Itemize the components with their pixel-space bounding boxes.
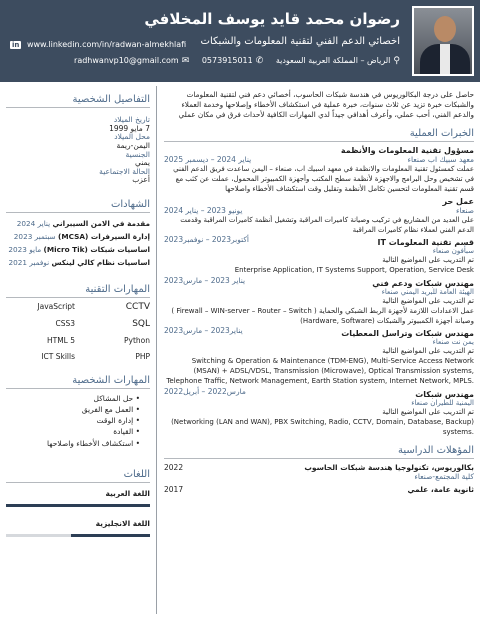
certificate-list — [6, 217, 150, 270]
languages-heading: اللغات — [123, 468, 150, 480]
personal-details: تاريخ الميلاد 7 مايو 1999 محل الميلاد اليمن-ريمة الجنسية يمني الحالة الاجتماعية أعزب — [99, 115, 150, 185]
language-name: اللغة العربية — [105, 488, 150, 498]
candidate-name: رضوان محمد قايد يوسف المخلافي — [144, 10, 400, 28]
divider — [6, 297, 150, 298]
job-entry: عمل حر صنعاء يونيو 2023 – يناير 2024 على العديد من المشاريع في تركيب وصيانة كاميرات المراقبة وتشغيل أنظمة كاميرات المراقبة وقدمت الدعم الفني لعملاء نظام كاميرات المراقبة — [164, 196, 474, 235]
main-column — [164, 90, 474, 494]
skill-item: SQL — [132, 318, 150, 329]
soft-skills-heading: المهارات الشخصية — [72, 374, 150, 386]
divider — [164, 458, 474, 459]
language-level-bar — [6, 534, 150, 537]
education-heading: المؤهلات الدراسية — [397, 444, 474, 456]
job-entry: مسؤول تقنية المعلومات والأنظمة معهد سبيك اب صنعاء يناير 2024 – ديسمبر 2025 عملت كمسئول تقنية المعلومات والانظمة في معهد اسبيك اب، صنعاء – اليمن ساعدت فريق الدعم الفني في تشخيص وحل البرامج والاجهزة لأنظمة سطح المكتب وأجهزة الكمبيوتر المحمول، عملت عن كثب مع قسم تقنية المعلومات لتحسين تكامل الأنظمة وتقليل وقت استكشاف الأخطاء واصلاحها — [164, 145, 474, 193]
certificate-item: اساسيات شبكات (Micro Tik) مايو 2023 — [8, 245, 150, 255]
skill-item: JavaScript — [37, 301, 75, 311]
soft-skills-list — [6, 393, 150, 449]
contact-row — [0, 56, 400, 66]
job-entry: مهندس شبكات مارس2022 – أبريل2022 اليمنية للطيران صنعاء تم التدريب على المواضيع التالية (Networking (LAN and WAN), PBX Switching, Radio, CCTV, Domain, Database, Backup) systems. — [164, 386, 474, 436]
linkedin-link[interactable] — [10, 40, 186, 49]
education-school: كلية المجتمع-صنعاء — [414, 471, 474, 481]
tech-skills-heading: المهارات التقنية — [85, 283, 150, 295]
soft-skill-item: • إدارة الوقت — [6, 415, 140, 426]
divider — [164, 141, 474, 142]
skill-item: CSS3 — [55, 318, 75, 328]
soft-skill-item: • حل المشاكل — [6, 393, 140, 404]
email[interactable]: ✉radhwanvp10@gmail.com — [74, 56, 190, 66]
column-divider — [156, 86, 157, 614]
certificate-item: اساسيات نظام كالي لينكس نوفمبر 2021 — [8, 258, 150, 268]
job-entry: مهندس شبكات ودعم فني يناير 2023 – مارس2023 الهيئة العامة للبريد اليمني صنعاء تم التدريب على المواضيع التالية عمل الاعدادات اللازمة لأجهزة الربط الشبكي والحماية ( Firewall – WIN-server – Router – Switch ) وصيانة أجهزة الكمبيوتر والشبكات (Hardware, Software) — [164, 275, 474, 325]
soft-skill-item: • استكشاف الأخطاء واصلاحها — [6, 438, 140, 449]
profile-photo — [412, 6, 474, 76]
language-level-fill — [6, 504, 150, 507]
job-entry: مهندس شبكات وتراسل المعطيات يناير2023 – مارس2023 يمن نت صنعاء تم التدريب على المواضيع التالية Switching & Operation & Maintenance (TDM-ENG), Multi-Service Access Network (MSAN) + ADSL/VDSL, Transmission (Microwave), Optical Transmission systems, Telephone Traffic, Network Management, Earth Station system, Internet Network, MPLS. — [164, 325, 474, 386]
soft-skill-item: • العمل مع الفريق — [6, 404, 140, 415]
language-level-fill — [71, 534, 150, 537]
header — [0, 0, 480, 82]
pin-icon: ⚲ — [393, 56, 400, 66]
candidate-title: اخصائي الدعم الفني لتقنية المعلومات والشبكات — [200, 36, 400, 47]
experience-heading: الخبرات العملية — [409, 127, 474, 139]
certificates-heading: الشهادات — [110, 199, 150, 210]
skill-item: ICT Skills — [41, 351, 75, 361]
summary: حاصل على درجة البكالوريوس في هندسة شبكات الحاسوب، أخصائي دعم فني لتقنية المعلومات والشبكات خبرة تزيد عن ثلاث سنوات، خبرة عملية في استكشاف الأخطاء وإصلاحها وخدمة العملاء والدعم الفني، أحب عملي، وأعرف أهدافي جيداً لدي المهارات الكافية لأحداث فرق في مكان عملي — [178, 90, 474, 119]
personal-heading: التفاصيل الشخصية — [72, 94, 150, 105]
education-item: بكالوريوس، تكنولوجيا هندسة شبكات الحاسوب 2022 — [164, 462, 474, 472]
phone-icon: ✆ — [255, 56, 264, 66]
education-item: ثانوية عامة، علمي 2017 — [164, 484, 474, 494]
divider — [6, 388, 150, 389]
certificate-item: مقدمة في الامن السيبراني يناير 2024 — [16, 219, 150, 228]
phone[interactable]: ✆0573915011 — [201, 56, 264, 66]
certificate-item: إدارة السيرفرات (MCSA) سبتمبر 2023 — [13, 232, 150, 242]
language-name: اللغة الانجليزية — [95, 518, 150, 528]
skill-item: PHP — [135, 351, 150, 361]
skill-item: HTML 5 — [46, 335, 75, 345]
divider — [6, 107, 150, 108]
skill-item: CCTV — [125, 301, 150, 312]
linkedin-url: www.linkedin.com/in/radwan-almekhlafi — [26, 40, 187, 49]
linkedin-icon: in — [12, 41, 20, 49]
divider — [6, 212, 150, 213]
tech-skills-grid — [6, 302, 150, 361]
location: ⚲الرياض – المملكة العربية السعودية — [275, 56, 400, 66]
envelope-icon: ✉ — [181, 56, 190, 66]
sidebar — [6, 90, 150, 537]
job-entry: قسم تقنية المعلومات IT أكتوبر2023 – نوفمبر2023 سبأفون صنعاء تم التدريب على المواضيع التالية Enterprise Application, IT Systems Support, Operation, Service Desk — [164, 235, 474, 275]
language-level-bar — [6, 504, 150, 507]
skill-item: Python — [124, 335, 150, 345]
divider — [6, 482, 150, 483]
soft-skill-item: • القيادة — [6, 426, 140, 437]
